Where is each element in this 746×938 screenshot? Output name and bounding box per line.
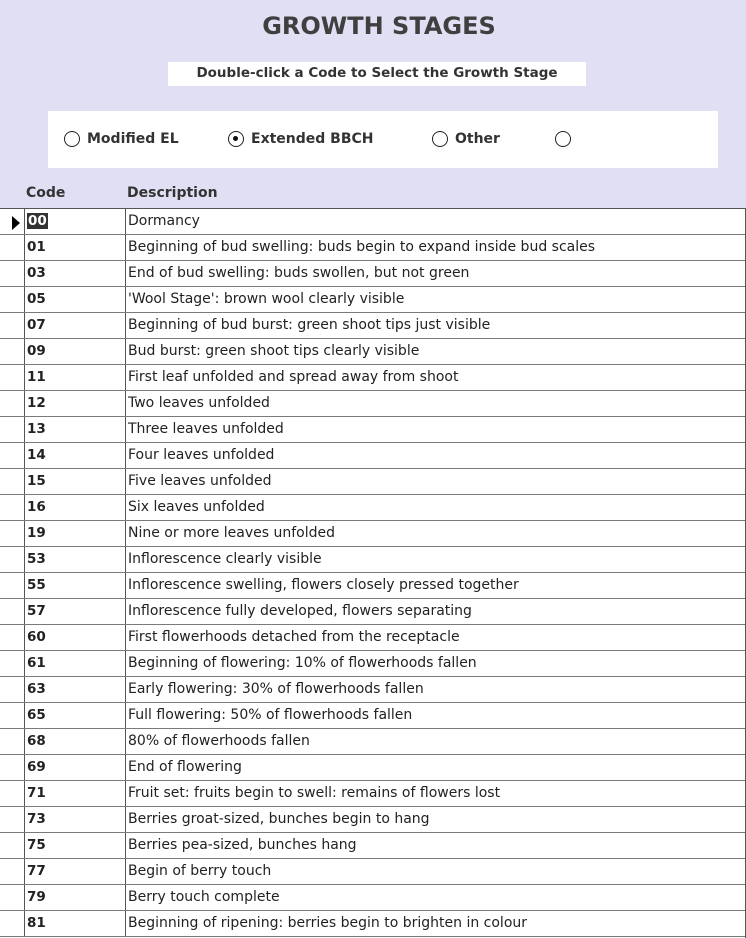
code-value: 01 [27, 239, 46, 255]
code-value: 15 [27, 473, 46, 489]
code-cell[interactable] [25, 339, 126, 364]
table-row[interactable] [0, 417, 746, 443]
code-value: 81 [27, 915, 46, 931]
description-cell[interactable]: 'Wool Stage': brown wool clearly visible [128, 291, 405, 307]
table-row[interactable] [0, 703, 746, 729]
code-value: 12 [27, 395, 46, 411]
option-label: Extended BBCH [251, 131, 374, 147]
option-extended-bbch[interactable] [228, 128, 374, 150]
column-header-code[interactable]: Code [26, 185, 66, 201]
code-value: 77 [27, 863, 46, 879]
code-cell[interactable] [25, 235, 126, 260]
code-cell[interactable] [25, 495, 126, 520]
record-selector[interactable] [0, 313, 25, 338]
table-row[interactable] [0, 287, 746, 313]
code-cell[interactable] [25, 599, 126, 624]
description-cell[interactable]: Six leaves unfolded [128, 499, 265, 515]
code-value: 71 [27, 785, 46, 801]
code-cell[interactable] [25, 287, 126, 312]
description-cell[interactable]: Early flowering: 30% of flowerhoods fallen [128, 681, 424, 697]
code-value: 03 [27, 265, 46, 281]
description-cell[interactable]: First leaf unfolded and spread away from shoot [128, 369, 459, 385]
code-value: 73 [27, 811, 46, 827]
record-selector[interactable] [0, 833, 25, 858]
table-row[interactable] [0, 807, 746, 833]
code-cell[interactable] [25, 417, 126, 442]
record-selector[interactable] [0, 677, 25, 702]
record-selector[interactable] [0, 417, 25, 442]
form-header [0, 0, 746, 208]
record-selector[interactable] [0, 235, 25, 260]
description-cell[interactable]: End of bud swelling: buds swollen, but not green [128, 265, 470, 281]
table-row[interactable] [0, 261, 746, 287]
record-selector[interactable] [0, 885, 25, 910]
record-selector[interactable] [0, 287, 25, 312]
table-row[interactable] [0, 469, 746, 495]
code-value: 05 [27, 291, 46, 307]
radio-button[interactable] [555, 131, 571, 147]
code-cell[interactable] [25, 365, 126, 390]
code-cell[interactable] [25, 625, 126, 650]
code-value: 61 [27, 655, 46, 671]
instruction-label: Double-click a Code to Select the Growth Stage [168, 62, 586, 86]
code-cell[interactable] [25, 391, 126, 416]
table-row[interactable] [0, 677, 746, 703]
table-row[interactable] [0, 781, 746, 807]
description-cell[interactable]: Nine or more leaves unfolded [128, 525, 336, 541]
table-row[interactable] [0, 885, 746, 911]
table-row[interactable] [0, 911, 746, 937]
record-selector[interactable] [0, 495, 25, 520]
table-row[interactable] [0, 521, 746, 547]
description-cell[interactable]: Beginning of ripening: berries begin to brighten in colour [128, 915, 528, 931]
description-cell[interactable]: Inflorescence swelling, flowers closely pressed together [128, 577, 519, 593]
table-row[interactable] [0, 859, 746, 885]
code-value: 53 [27, 551, 46, 567]
description-cell[interactable]: Fruit set: fruits begin to swell: remains of flowers lost [128, 785, 501, 801]
record-selector[interactable] [0, 443, 25, 468]
description-cell[interactable]: Two leaves unfolded [128, 395, 270, 411]
option-unlabeled[interactable] [555, 128, 578, 150]
record-selector[interactable] [0, 573, 25, 598]
record-selector[interactable] [0, 339, 25, 364]
code-cell[interactable] [25, 261, 126, 286]
record-selector[interactable] [0, 469, 25, 494]
code-cell[interactable] [25, 209, 126, 234]
record-selector[interactable] [0, 521, 25, 546]
code-cell[interactable] [25, 729, 126, 754]
description-cell[interactable]: Beginning of bud swelling: buds begin to expand inside bud scales [128, 239, 596, 255]
code-cell[interactable] [25, 859, 126, 884]
description-cell[interactable]: Three leaves unfolded [128, 421, 284, 437]
code-value: 69 [27, 759, 46, 775]
description-cell[interactable]: Beginning of flowering: 10% of flowerhoods fallen [128, 655, 477, 671]
code-value: 75 [27, 837, 46, 853]
code-value: 14 [27, 447, 46, 463]
table-row[interactable] [0, 313, 746, 339]
description-cell[interactable]: Inflorescence clearly visible [128, 551, 322, 567]
table-row[interactable] [0, 755, 746, 781]
table-row[interactable] [0, 235, 746, 261]
description-cell[interactable]: Bud burst: green shoot tips clearly visible [128, 343, 420, 359]
table-row[interactable] [0, 599, 746, 625]
radio-button[interactable] [432, 131, 448, 147]
code-value: 57 [27, 603, 46, 619]
code-cell[interactable] [25, 443, 126, 468]
table-row[interactable] [0, 547, 746, 573]
code-value: 55 [27, 577, 46, 593]
record-selector[interactable] [0, 781, 25, 806]
description-cell[interactable]: Berry touch complete [128, 889, 280, 905]
code-cell[interactable] [25, 703, 126, 728]
radio-button[interactable] [64, 131, 80, 147]
code-value: 11 [27, 369, 46, 385]
record-selector[interactable] [0, 391, 25, 416]
record-selector[interactable] [0, 729, 25, 754]
table-row[interactable] [0, 651, 746, 677]
code-cell[interactable] [25, 885, 126, 910]
record-selector[interactable] [0, 807, 25, 832]
description-cell[interactable]: Four leaves unfolded [128, 447, 275, 463]
option-label: Modified EL [87, 131, 179, 147]
option-modified-el[interactable] [64, 128, 179, 150]
record-selector[interactable] [0, 365, 25, 390]
code-value: 65 [27, 707, 46, 723]
code-value: 13 [27, 421, 46, 437]
description-cell[interactable]: Inflorescence fully developed, flowers separating [128, 603, 472, 619]
code-cell[interactable] [25, 469, 126, 494]
code-cell[interactable] [25, 573, 126, 598]
code-cell[interactable] [25, 807, 126, 832]
description-cell[interactable]: Full flowering: 50% of flowerhoods fallen [128, 707, 413, 723]
option-label: Other [455, 131, 500, 147]
code-value: 16 [27, 499, 46, 515]
table-row[interactable] [0, 833, 746, 859]
growth-stage-table [0, 208, 746, 937]
table-row[interactable] [0, 729, 746, 755]
code-value: 19 [27, 525, 46, 541]
code-cell[interactable] [25, 313, 126, 338]
code-cell[interactable] [25, 755, 126, 780]
record-selector[interactable] [0, 651, 25, 676]
table-row[interactable] [0, 443, 746, 469]
record-selector[interactable] [0, 859, 25, 884]
current-record-arrow-icon [12, 216, 20, 230]
page-title: GROWTH STAGES [262, 12, 496, 40]
description-cell[interactable]: Begin of berry touch [128, 863, 272, 879]
column-header-description[interactable]: Description [127, 185, 218, 201]
record-selector[interactable] [0, 261, 25, 286]
record-selector[interactable] [0, 911, 25, 936]
description-cell[interactable]: First flowerhoods detached from the receptacle [128, 629, 460, 645]
code-value: 07 [27, 317, 46, 333]
code-cell[interactable] [25, 833, 126, 858]
code-cell[interactable] [25, 521, 126, 546]
table-row[interactable] [0, 625, 746, 651]
description-cell[interactable]: Beginning of bud burst: green shoot tips just visible [128, 317, 491, 333]
table-row[interactable] [0, 495, 746, 521]
record-selector[interactable] [0, 209, 25, 234]
code-value: 79 [27, 889, 46, 905]
code-cell[interactable] [25, 677, 126, 702]
record-selector[interactable] [0, 599, 25, 624]
code-cell[interactable] [25, 547, 126, 572]
code-value: 60 [27, 629, 46, 645]
code-cell[interactable] [25, 781, 126, 806]
code-cell[interactable] [25, 651, 126, 676]
description-cell[interactable]: 80% of flowerhoods fallen [128, 733, 310, 749]
description-cell[interactable]: Berries groat-sized, bunches begin to hang [128, 811, 430, 827]
code-value: 68 [27, 733, 46, 749]
option-other[interactable] [432, 128, 500, 150]
code-value: 09 [27, 343, 46, 359]
code-value: 00 [28, 213, 47, 229]
description-cell[interactable]: Five leaves unfolded [128, 473, 272, 489]
code-cell[interactable] [25, 911, 126, 936]
description-cell[interactable]: Berries pea-sized, bunches hang [128, 837, 357, 853]
table-row[interactable] [0, 365, 746, 391]
table-row[interactable] [0, 339, 746, 365]
growth-scale-option-group [48, 111, 718, 168]
table-row[interactable] [0, 391, 746, 417]
record-selector[interactable] [0, 755, 25, 780]
description-cell[interactable]: End of flowering [128, 759, 242, 775]
code-value: 63 [27, 681, 46, 697]
radio-button-selected[interactable] [228, 131, 244, 147]
table-row[interactable] [0, 209, 746, 235]
record-selector[interactable] [0, 703, 25, 728]
record-selector[interactable] [0, 625, 25, 650]
record-selector[interactable] [0, 547, 25, 572]
table-row[interactable] [0, 573, 746, 599]
description-cell[interactable]: Dormancy [128, 213, 200, 229]
